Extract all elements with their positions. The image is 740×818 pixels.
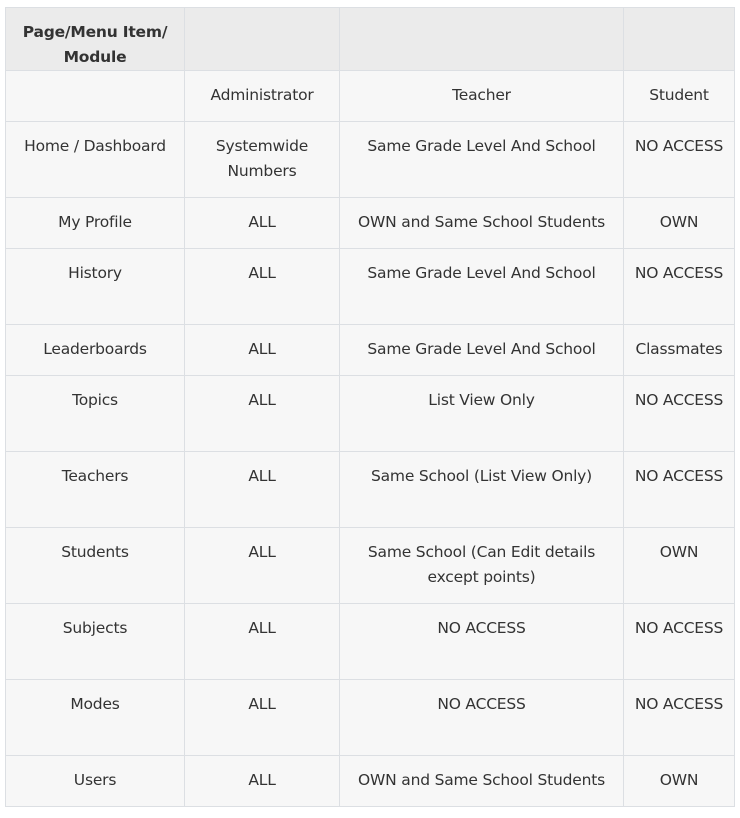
cell-administrator: ALL: [185, 325, 340, 376]
cell-student: OWN: [624, 756, 735, 807]
header-cell-empty: [340, 8, 624, 71]
header-cell-empty: [624, 8, 735, 71]
cell-student: NO ACCESS: [624, 604, 735, 680]
cell-module: My Profile: [6, 198, 185, 249]
cell-student: NO ACCESS: [624, 376, 735, 452]
cell-teacher: Same Grade Level And School: [340, 325, 624, 376]
cell-module: Home / Dashboard: [6, 122, 185, 198]
table-row: [6, 122, 735, 198]
cell-administrator: ALL: [185, 452, 340, 528]
table-row: [6, 376, 735, 452]
cell-module: Topics: [6, 376, 185, 452]
table-row: [6, 528, 735, 604]
role-cell-student: Student: [624, 71, 735, 122]
cell-student: NO ACCESS: [624, 452, 735, 528]
table-row: [6, 756, 735, 807]
cell-teacher: Same School (List View Only): [340, 452, 624, 528]
role-cell-teacher: Teacher: [340, 71, 624, 122]
cell-teacher: Same School (Can Edit details except points): [340, 528, 624, 604]
cell-student: Classmates: [624, 325, 735, 376]
cell-module: Leaderboards: [6, 325, 185, 376]
table-row: [6, 604, 735, 680]
table-row: [6, 249, 735, 325]
cell-teacher: OWN and Same School Students: [340, 756, 624, 807]
cell-teacher: Same Grade Level And School: [340, 122, 624, 198]
cell-administrator: ALL: [185, 680, 340, 756]
cell-teacher: OWN and Same School Students: [340, 198, 624, 249]
cell-administrator: ALL: [185, 376, 340, 452]
cell-student: OWN: [624, 528, 735, 604]
cell-administrator: Systemwide Numbers: [185, 122, 340, 198]
cell-administrator: ALL: [185, 198, 340, 249]
cell-teacher: List View Only: [340, 376, 624, 452]
cell-teacher: NO ACCESS: [340, 680, 624, 756]
cell-teacher: NO ACCESS: [340, 604, 624, 680]
cell-administrator: ALL: [185, 604, 340, 680]
permissions-table: [5, 7, 735, 807]
cell-module: Teachers: [6, 452, 185, 528]
cell-student: OWN: [624, 198, 735, 249]
table-row: [6, 452, 735, 528]
cell-module: Users: [6, 756, 185, 807]
roles-row: [6, 71, 735, 122]
role-cell-administrator: Administrator: [185, 71, 340, 122]
role-cell-empty: [6, 71, 185, 122]
cell-administrator: ALL: [185, 528, 340, 604]
cell-student: NO ACCESS: [624, 249, 735, 325]
table-row: [6, 680, 735, 756]
cell-student: NO ACCESS: [624, 680, 735, 756]
cell-module: History: [6, 249, 185, 325]
table-row: [6, 325, 735, 376]
cell-teacher: Same Grade Level And School: [340, 249, 624, 325]
header-cell-module: Page/Menu Item/ Module: [6, 8, 185, 71]
cell-module: Subjects: [6, 604, 185, 680]
cell-module: Modes: [6, 680, 185, 756]
header-cell-empty: [185, 8, 340, 71]
cell-administrator: ALL: [185, 249, 340, 325]
header-row: [6, 8, 735, 71]
table-row: [6, 198, 735, 249]
cell-module: Students: [6, 528, 185, 604]
cell-administrator: ALL: [185, 756, 340, 807]
cell-student: NO ACCESS: [624, 122, 735, 198]
